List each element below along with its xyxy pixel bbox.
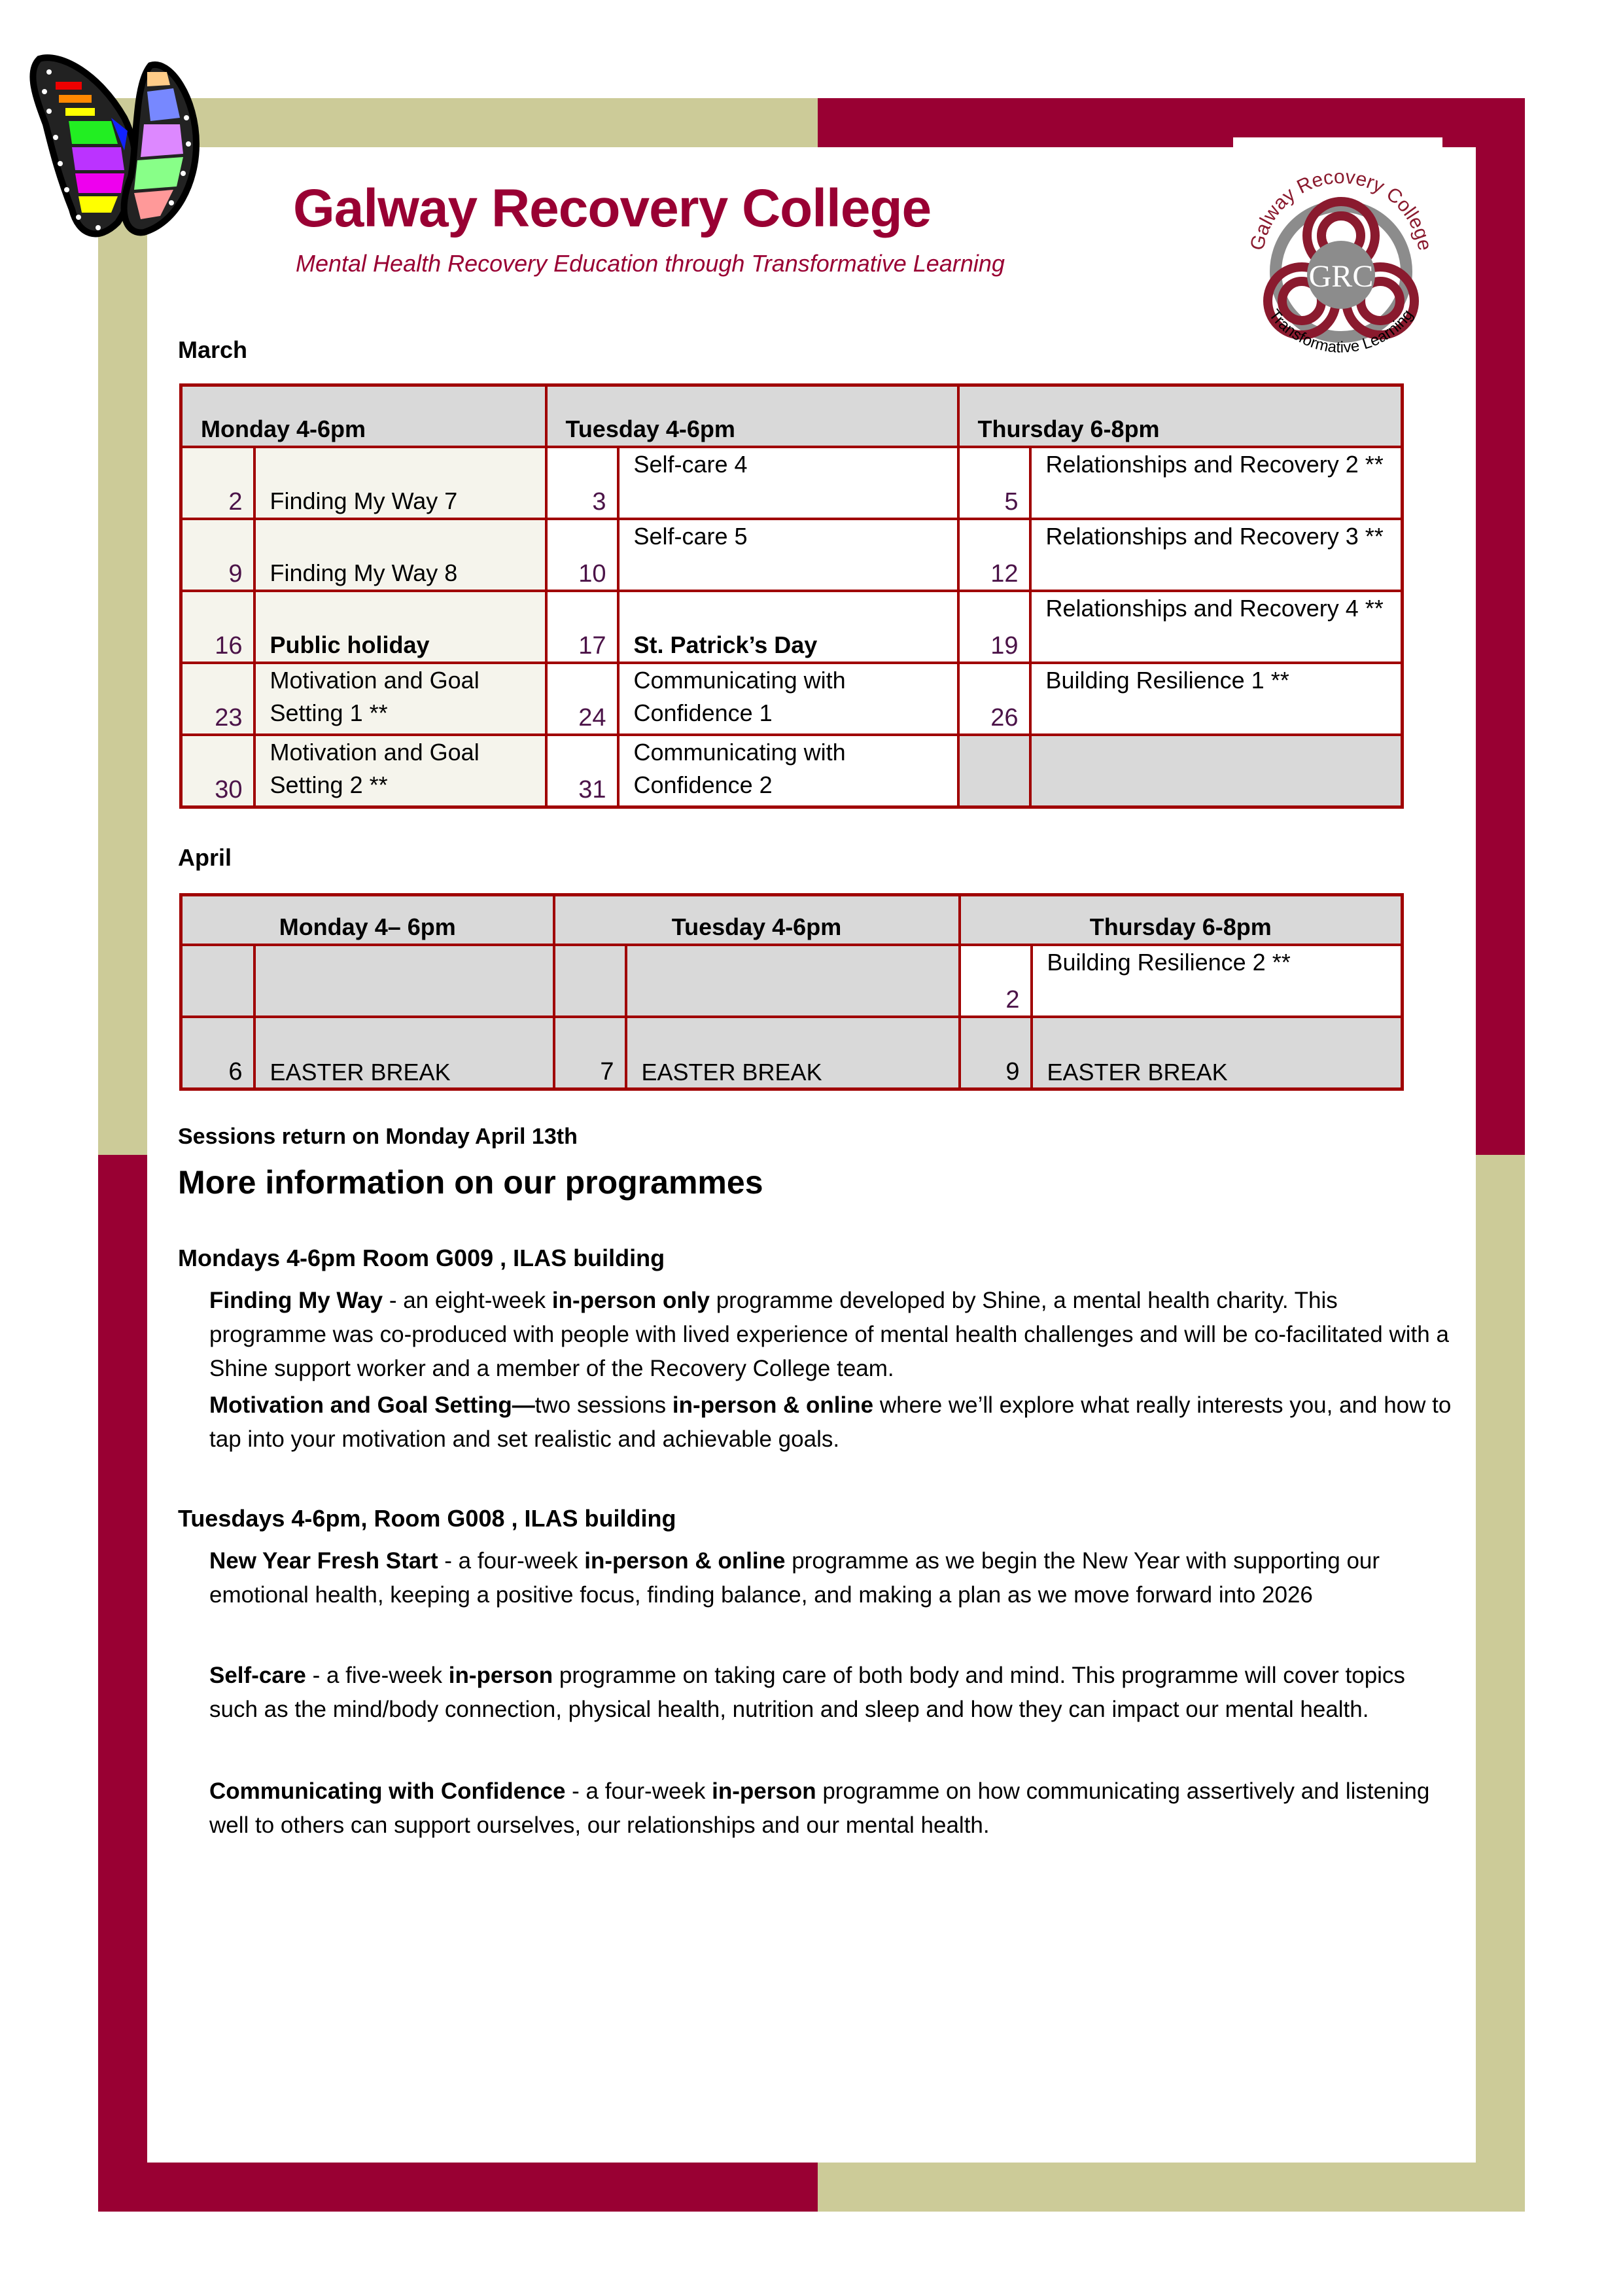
college-logo [1230,150,1452,373]
date-cell: 2 [960,945,1032,1017]
table-row [181,519,1403,591]
frame-left-lower [98,1155,147,2212]
table-header-row [181,895,1403,945]
date-cell: 9 [181,519,254,591]
session-cell: Relationships and Recovery 2 ** [1030,447,1403,519]
programme-name: Communicating with Confidence [209,1778,566,1804]
page-subtitle: Mental Health Recovery Education through Transformative Learning [296,250,1005,277]
butterfly-icon [20,46,255,242]
session-cell: Motivation and Goal Setting 2 ** [254,735,546,807]
table-row [181,447,1403,519]
date-cell: 19 [958,591,1030,663]
break-cell: EASTER BREAK [254,1017,554,1089]
table-row [181,591,1403,663]
date-cell: 6 [181,1017,254,1089]
session-cell: Building Resilience 1 ** [1030,663,1403,735]
session-cell: Self-care 5 [618,519,958,591]
tuesdays-heading: Tuesdays 4-6pm, Room G008 , ILAS building [178,1505,676,1532]
date-cell: 5 [958,447,1030,519]
session-cell: Building Resilience 2 ** [1032,945,1403,1017]
programme-name: Motivation and Goal Setting— [209,1392,535,1418]
session-cell [1030,735,1403,807]
table-header-row [181,385,1403,448]
table-row [181,663,1403,735]
session-cell [626,945,960,1017]
programme-text: programme on how communicating assertively and listening well to others can support ourselves, our relationships and our mental health. [209,1778,1430,1838]
programme-communicating-with-confidence [209,1775,1452,1843]
date-cell: 16 [181,591,254,663]
table-row [181,735,1403,807]
programme-mode: in-person & online [672,1392,874,1418]
programme-text: programme developed by Shine, a mental health charity. This programme was co-produced with people with lived experience of mental health challenges and will be co-facilitated with a Shine support worker and a member of the Recovery College team. [209,1288,1449,1381]
date-cell: 9 [960,1017,1032,1089]
frame-bottom-left [98,2163,818,2212]
date-cell: 3 [546,447,618,519]
date-cell: 2 [181,447,254,519]
programme-self-care [209,1659,1452,1727]
column-header: Monday 4-6pm [181,385,546,448]
date-cell [554,945,626,1017]
programme-text: - an eight-week [383,1288,552,1313]
date-cell: 31 [546,735,618,807]
return-note: Sessions return on Monday April 13th [178,1124,578,1149]
date-cell [958,735,1030,807]
frame-right-upper [1476,98,1525,1155]
programme-mode: in-person [448,1663,553,1688]
info-heading: More information on our programmes [178,1164,763,1201]
session-cell: Finding My Way 8 [254,519,546,591]
session-cell: Communicating with Confidence 2 [618,735,958,807]
programme-mode: in-person & online [584,1548,786,1574]
march-schedule-table [179,383,1404,809]
column-header: Thursday 6-8pm [958,385,1403,448]
date-cell: 30 [181,735,254,807]
programme-text: where we’ll explore what really interests you, and how to tap into your motivation and set realistic and achievable goals. [209,1392,1452,1452]
column-header: Monday 4– 6pm [181,895,554,945]
session-cell [254,945,554,1017]
page-title: Galway Recovery College [293,179,932,238]
frame-bottom-right [818,2163,1525,2212]
break-cell: EASTER BREAK [626,1017,960,1089]
date-cell: 12 [958,519,1030,591]
programme-new-year-fresh-start [209,1544,1452,1612]
session-cell: Relationships and Recovery 4 ** [1030,591,1403,663]
session-cell: Communicating with Confidence 1 [618,663,958,735]
programme-motivation-goal-setting [209,1388,1452,1457]
april-schedule-table [179,893,1404,1091]
frame-right-lower [1476,1155,1525,2212]
column-header: Thursday 6-8pm [960,895,1403,945]
programme-name: Self-care [209,1663,306,1688]
holiday-cell: Public holiday [254,591,546,663]
date-cell [181,945,254,1017]
programme-text: programme as we begin the New Year with supporting our emotional health, keeping a positive focus, finding balance, and making a plan as we move forward into 2026 [209,1548,1380,1608]
date-cell: 7 [554,1017,626,1089]
session-cell: Motivation and Goal Setting 1 ** [254,663,546,735]
logo-ring-text: Galway Recovery College [1246,166,1436,253]
programme-name: Finding My Way [209,1288,383,1313]
session-cell: Relationships and Recovery 3 ** [1030,519,1403,591]
programme-text: - a five-week [305,1663,449,1688]
logo-monogram: GRC [1308,259,1374,294]
date-cell: 26 [958,663,1030,735]
programme-text: - a four-week [438,1548,585,1574]
month-label-march: March [178,336,248,363]
date-cell: 10 [546,519,618,591]
table-row [181,945,1403,1017]
month-label-april: April [178,844,232,871]
programme-text: two sessions [534,1392,672,1418]
table-row [181,1017,1403,1089]
column-header: Tuesday 4-6pm [546,385,958,448]
session-cell: Finding My Way 7 [254,447,546,519]
date-cell: 23 [181,663,254,735]
break-cell: EASTER BREAK [1032,1017,1403,1089]
holiday-cell: St. Patrick’s Day [618,591,958,663]
frame-left-upper [98,98,147,1155]
column-header: Tuesday 4-6pm [554,895,960,945]
mondays-heading: Mondays 4-6pm Room G009 , ILAS building [178,1245,665,1271]
programme-mode: in-person only [551,1288,710,1313]
logo-motto: Transformative Learning [1265,306,1417,357]
date-cell: 17 [546,591,618,663]
logo-backing [1233,137,1442,152]
session-cell: Self-care 4 [618,447,958,519]
programme-text: programme on taking care of both body and mind. This programme will cover topics such as the mind/body connection, physical health, nutrition and sleep and how they can impact our mental health. [209,1663,1405,1722]
programme-mode: in-person [712,1778,816,1804]
programme-finding-my-way [209,1284,1452,1386]
programme-text: - a four-week [565,1778,712,1804]
programme-name: New Year Fresh Start [209,1548,438,1574]
date-cell: 24 [546,663,618,735]
